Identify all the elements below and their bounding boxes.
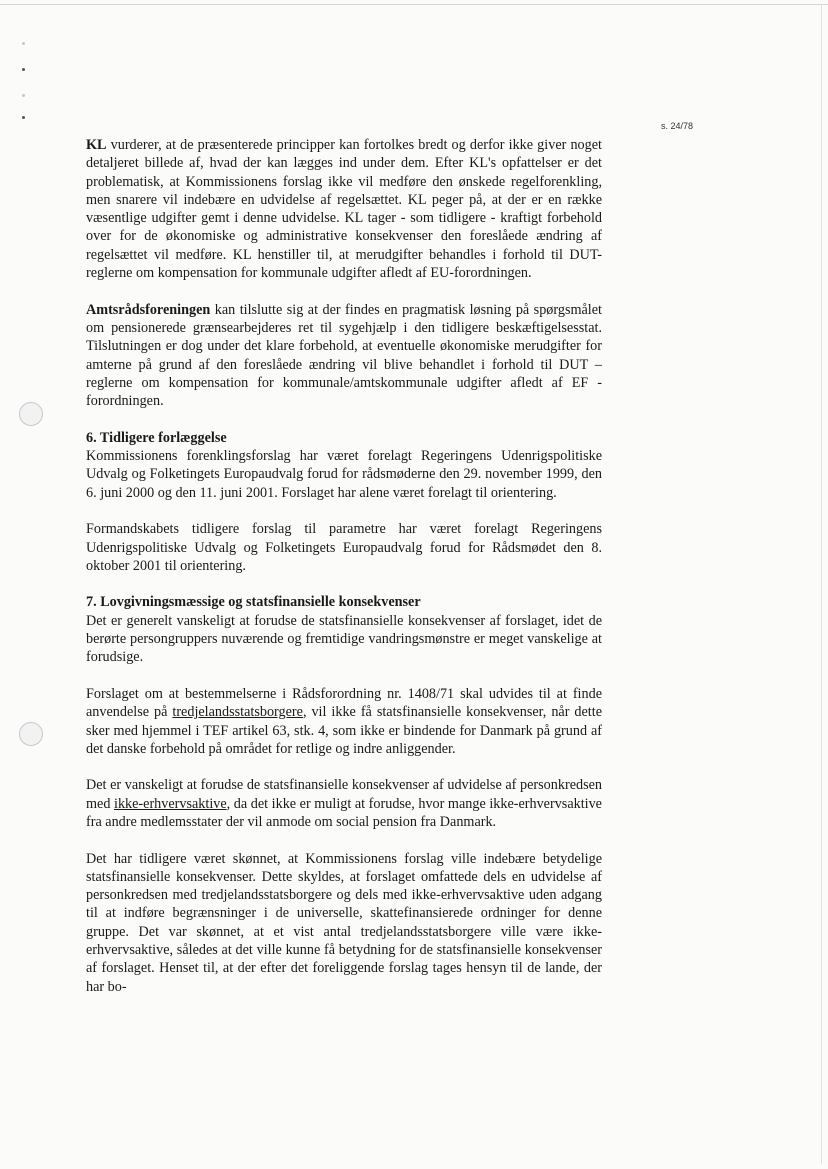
scan-mark xyxy=(22,94,25,97)
underlined-term: tredjelandsstatsborgere xyxy=(172,704,303,721)
underlined-term: ikke-erhvervsaktive xyxy=(114,795,227,812)
scan-mark xyxy=(22,42,25,45)
paragraph-text: , da det ikke er muligt at forudse, hvor mange ikke-erhvervsaktive fra andre medlemsstater der vil anmode om social pension fra Danmark. xyxy=(86,795,602,830)
paragraph-text: kan tilslutte sig at der findes en pragmatisk løsning på spørgsmålet om pensionerede grænsearbejderes ret til sygehjælp i den tidligere beskæftigelsesstat. Tilslutningen er dog under det klare forbehold, at eventuelle økonomiske merudgifter for amterne på grund af den foreslåede ændring vil blive behandlet i forhold til DUT – reglerne om kompensation for kommunale/amtskommunale udgifter afledt af EF - forordningen. xyxy=(86,301,602,410)
paragraph xyxy=(86,776,602,831)
page-right-edge xyxy=(821,4,822,1164)
section-heading-6: 6. Tidligere forlæggelse xyxy=(86,429,227,446)
paragraph-amtsraadsforeningen xyxy=(86,301,602,411)
paragraph-lead: KL xyxy=(86,137,107,153)
page-number: s. 24/78 xyxy=(661,121,694,131)
punch-hole xyxy=(19,402,43,426)
paragraph: Det er generelt vanskeligt at forudse de statsfinansielle konsekvenser af forslaget, idet de berørte persongruppers nuværende og fremtidige vandringsmønstre er meget vanskelige at forudsige. xyxy=(86,612,602,666)
paragraph xyxy=(86,685,602,758)
section-heading-7: 7. Lovgivningsmæssige og statsfinansielle konsekvenser xyxy=(86,594,421,611)
paragraph: Kommissionens forenklingsforslag har været forelagt Regeringens Udenrigspolitiske Udvalg og Folketingets Europaudvalg forud for rådsmøderne den 29. november 1999, den 6. juni 2000 og den 11. juni 2001. Forslaget har alene været forelagt til orientering. xyxy=(86,448,602,501)
page-top-edge xyxy=(0,4,828,5)
paragraph: Formandskabets tidligere forslag til parametre har været forelagt Regeringens Udenrigspolitiske Udvalg og Folketingets Europaudvalg forud for Rådsmødet den 8. oktober 2001 til orientering. xyxy=(86,521,602,574)
scan-mark xyxy=(22,68,25,71)
punch-hole xyxy=(19,722,43,746)
paragraph: Det har tidligere været skønnet, at Kommissionens forslag ville indebære betydelige statsfinansielle konsekvenser. Dette skyldes, at forslaget omfattede dels en udvidelse af personkredsen med tredjelandsstatsborgere og dels med ikke-erhvervsaktive uden adgang til at indføre begrænsninger i de universelle, skattefinansierede ordninger for denne gruppe. Det var skønnet, at et vist antal tredjelandsstatsborgere ville være ikke-erhvervsaktive, således at det ville kunne få betydning for de statsfinansielle konsekvenser af forslaget. Henset til, at der efter det foreliggende forslag tages hensyn til de lande, der har bo- xyxy=(86,850,602,995)
document-body xyxy=(86,136,602,1014)
paragraph-text: , vil ikke få statsfinansielle konsekvenser, når dette sker med hjemmel i TEF artikel 63, stk. 4, som ikke er bindende for Danmark på grund af det danske forbehold på området for retlige og indre anliggender. xyxy=(86,704,602,757)
scan-mark xyxy=(22,116,25,119)
paragraph-text: vurderer, at de præsenterede principper kan fortolkes bredt og derfor ikke giver noget detaljeret billede af, hvad der kan lægges ind under dem. Efter KL's opfattelser er det problematisk, at Kommissionens forslag ikke vil medføre den ønskede regelforenkling, men snarere vil indebære en udvidelse af regelsættet. KL peger på, at der er en række væsentlige udgifter gemt i denne udvidelse. KL tager - som tidligere - kraftigt forbehold over for de økonomiske og administrative konsekvenser den foreslåede ændring af regelsættet vil medføre. KL henstiller til, at merudgifter behandles i forhold til DUT- reglerne om kompensation for kommunale udgifter afledt af EU-forordningen. xyxy=(86,137,602,282)
paragraph-kl xyxy=(86,136,602,282)
paragraph-text: Forslaget om at bestemmelserne i Rådsforordning nr. 1408/71 skal udvides til at finde anvendelse på xyxy=(86,685,602,721)
paragraph-lead: Amtsrådsforeningen xyxy=(86,301,211,318)
paragraph-text: Det er vanskeligt at forudse de statsfinansielle konsekvenser af udvidelse af personkredsen med xyxy=(86,777,602,812)
